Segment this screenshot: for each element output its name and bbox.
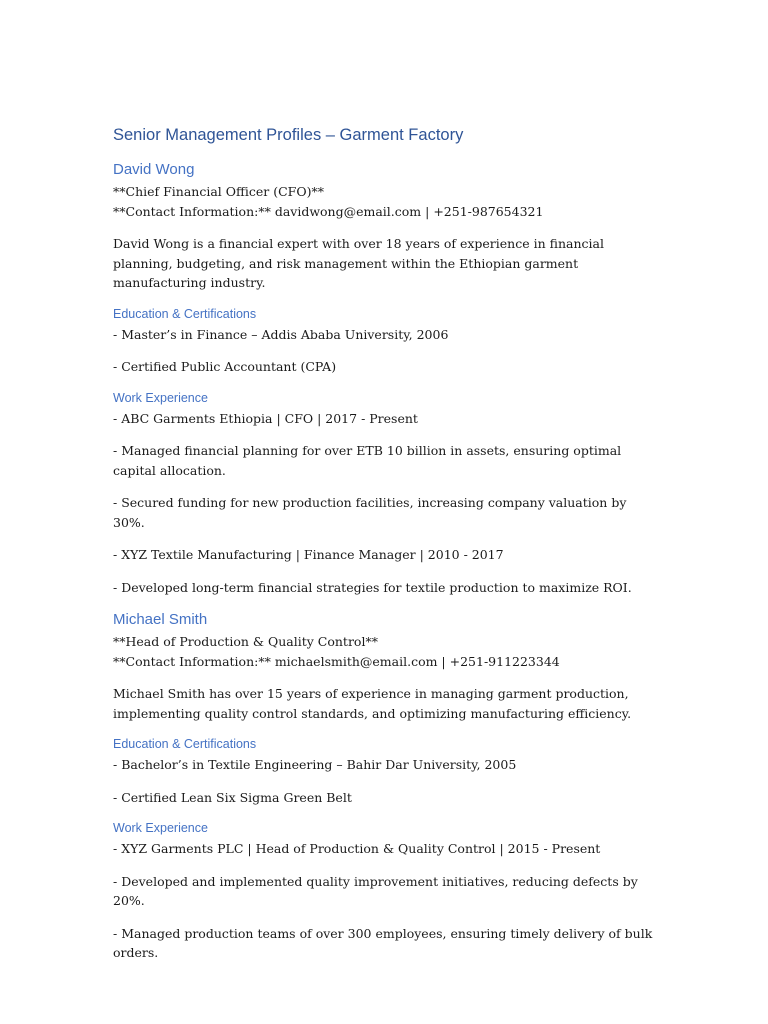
profile-michael-smith: [113, 610, 653, 963]
profile-name: David Wong: [113, 161, 195, 178]
education-item: - Certified Public Accountant (CPA): [113, 359, 337, 374]
profile-bio: David Wong is a financial expert with over 18 years of experience in financial planning, budgeting, and risk management within the Ethiopian garment manufacturing industry.: [113, 236, 604, 290]
work-heading: Work Experience: [113, 821, 208, 835]
profile-david-wong: [113, 160, 653, 597]
education-heading: Education & Certifications: [113, 306, 257, 321]
profile-role: **Head of Production & Quality Control**: [113, 634, 378, 649]
work-item: - ABC Garments Ethiopia | CFO | 2017 - Present: [113, 410, 418, 426]
profile-name: Michael Smith: [113, 611, 208, 628]
education-item: - Bachelor’s in Textile Engineering – Bahir Dar University, 2005: [113, 757, 517, 772]
work-item: - Developed long-term financial strategies for textile production to maximize ROI.: [113, 579, 632, 595]
work-item: - XYZ Textile Manufacturing | Finance Manager | 2010 - 2017: [113, 547, 504, 562]
work-heading: Work Experience: [113, 390, 208, 405]
work-item: - Managed production teams of over 300 employees, ensuring timely delivery of bulk orders.: [113, 925, 653, 960]
profile-contact: **Contact Information:** michaelsmith@email.com | +251-911223344: [113, 653, 560, 669]
education-heading: Education & Certifications: [113, 737, 257, 751]
education-item: - Certified Lean Six Sigma Green Belt: [113, 789, 352, 805]
profile-bio: Michael Smith has over 15 years of experience in managing garment production, implementing quality control standards, and optimizing manufacturing efficiency.: [113, 686, 632, 721]
work-item: - XYZ Garments PLC | Head of Production & Quality Control | 2015 - Present: [113, 841, 601, 856]
education-item: - Master’s in Finance – Addis Ababa University, 2006: [113, 326, 449, 342]
profile-contact: **Contact Information:** davidwong@email.com | +251-987654321: [113, 203, 544, 219]
work-item: - Secured funding for new production facilities, increasing company valuation by 30%.: [113, 495, 627, 530]
work-item: - Managed financial planning for over ETB 10 billion in assets, ensuring optimal capital allocation.: [113, 443, 622, 478]
document-title: Senior Management Profiles – Garment Factory: [113, 126, 464, 144]
document-page: [113, 124, 653, 976]
work-item: - Developed and implemented quality improvement initiatives, reducing defects by 20%.: [113, 873, 638, 908]
profile-role: **Chief Financial Officer (CFO)**: [113, 184, 324, 199]
